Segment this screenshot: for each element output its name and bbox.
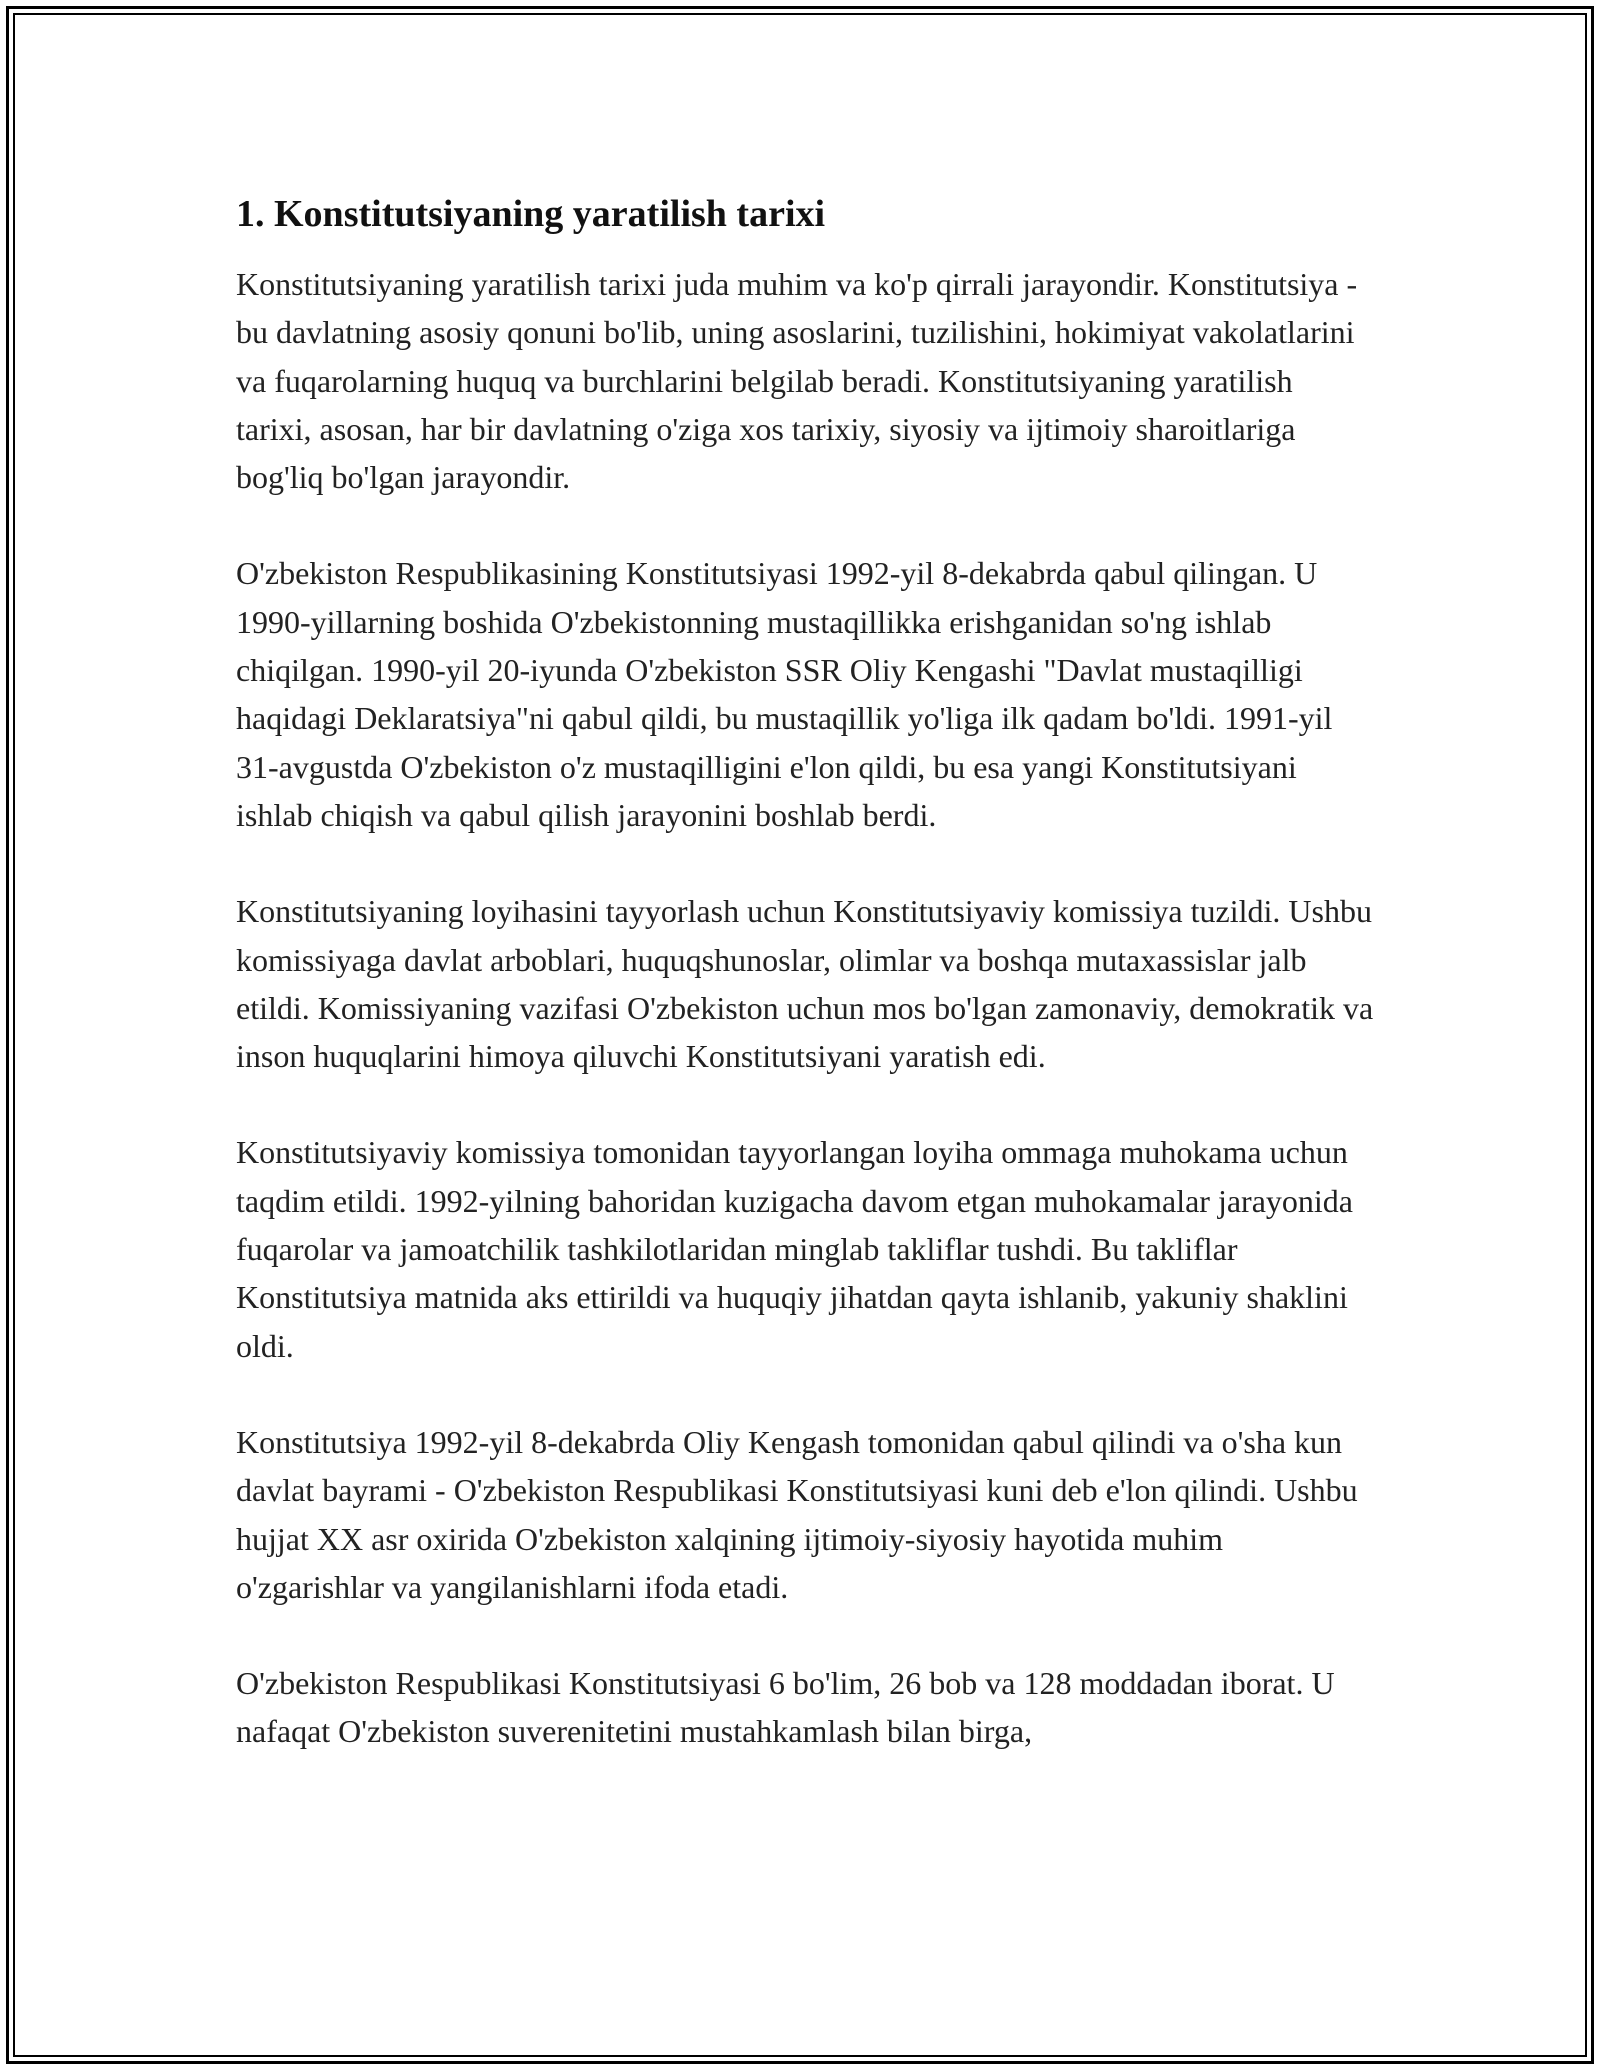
paragraph-2: O'zbekiston Respublikasining Konstitutsiyasi 1992-yil 8-dekabrda qabul qilingan. U 1990-yillarning boshida O'zbekistonning mustaqillikka erishganidan so'ng ishlab chiqilgan. 1990-yil 20-iyunda O'zbekiston SSR Oliy Kengashi "Davlat mustaqilligi haqidagi Deklaratsiya"ni qabul qildi, bu mustaqillik yo'liga ilk qadam bo'ldi. 1991-yil 31-avgustda O'zbekiston o'z mustaqilligini e'lon qildi, bu esa yangi Konstitutsiyani ishlab chiqish va qabul qilish jarayonini boshlab berdi. — [236, 555, 1333, 833]
paragraph-5: Konstitutsiya 1992-yil 8-dekabrda Oliy Kengash tomonidan qabul qilindi va o'sha kun davlat bayrami - O'zbekiston Respublikasi Konstitutsiyasi kuni deb e'lon qilindi. Ushbu hujjat XX asr oxirida O'zbekiston xalqining ijtimoiy-siyosiy hayotida muhim o'zgarishlar va yangilanishlarni ifoda etadi. — [236, 1423, 1358, 1605]
paragraph-1: Konstitutsiyaning yaratilish tarixi juda muhim va ko'p qirrali jarayondir. Konstitutsiya - bu davlatning asosiy qonuni bo'lib, uning asoslarini, tuzilishini, hokimiyat vakolatlarini va fuqarolarning huquq va burchlarini belgilab beradi. Konstitutsiyaning yaratilish tarixi, asosan, har bir davlatning o'ziga xos tarixiy, siyosiy va ijtimoiy sharoitlariga bog'liq bo'lgan jarayondir. — [236, 266, 1358, 496]
paragraph-3: Konstitutsiyaning loyihasini tayyorlash uchun Konstitutsiyaviy komissiya tuzildi. Ushbu komissiyaga davlat arboblari, huquqshunoslar, olimlar va boshqa mutaxassislar jalb etildi. Komissiyaning vazifasi O'zbekiston uchun mos bo'lgan zamonaviy, demokratik va inson huquqlarini himoya qiluvchi Konstitutsiyani yaratish edi. — [236, 893, 1374, 1075]
document-body — [236, 190, 1376, 1804]
paragraph-6: O'zbekiston Respublikasi Konstitutsiyasi 6 bo'lim, 26 bob va 128 moddadan iborat. U nafaqat O'zbekiston suverenitetini mustahkamlash bilan birga, — [236, 1665, 1335, 1750]
paragraph-4: Konstitutsiyaviy komissiya tomonidan tayyorlangan loyiha ommaga muhokama uchun taqdim etildi. 1992-yilning bahoridan kuzigacha davom etgan muhokamalar jarayonida fuqarolar va jamoatchilik tashkilotlaridan minglab takliflar tushdi. Bu takliflar Konstitutsiya matnida aks ettirildi va huquqiy jihatdan qayta ishlanib, yakuniy shaklini oldi. — [236, 1134, 1353, 1364]
section-heading: 1. Konstitutsiyaning yaratilish tarixi — [236, 193, 826, 235]
